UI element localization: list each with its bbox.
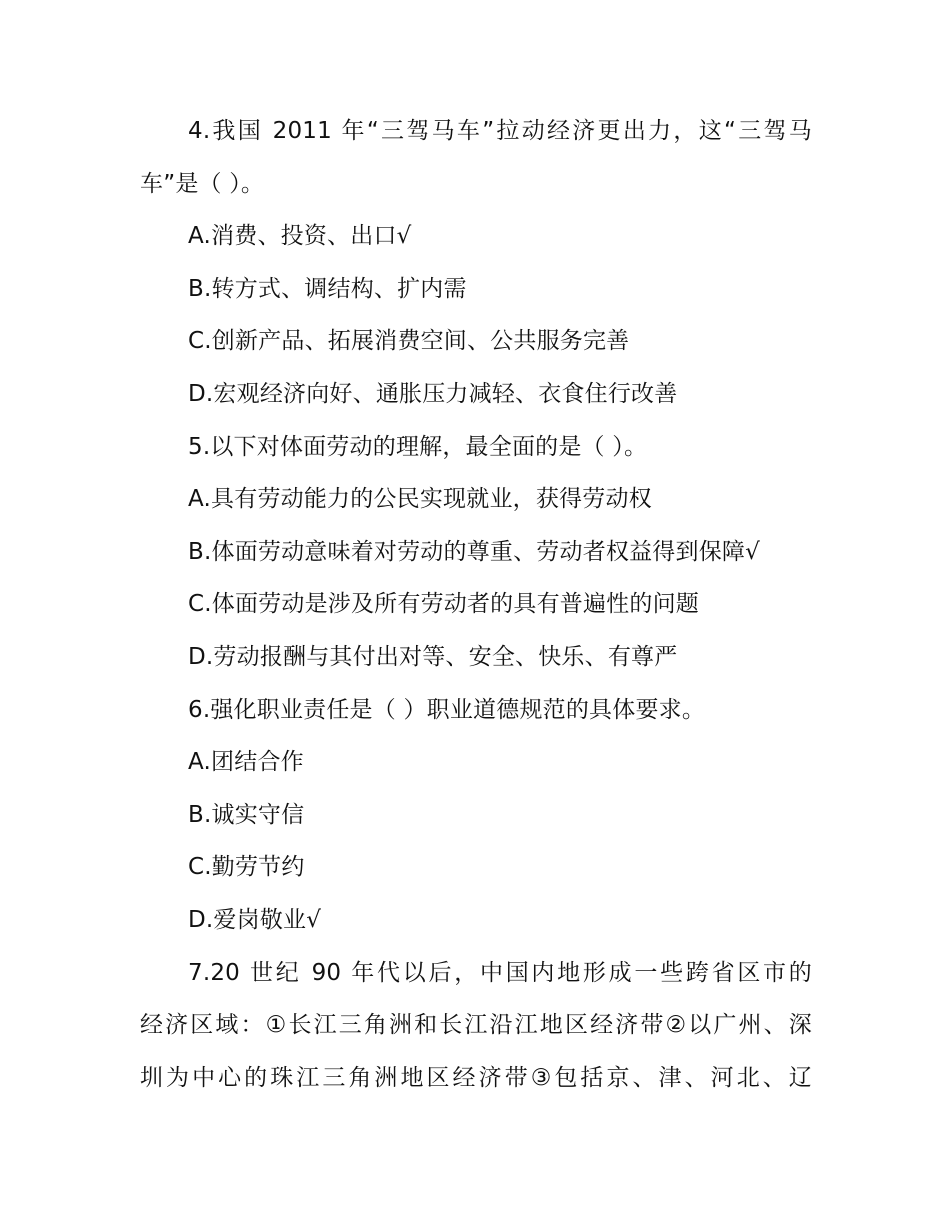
question-7-stem-line-3: 圳为中心的珠江三角洲地区经济带③包括京、津、河北、辽 — [140, 1064, 812, 1091]
question-6-option-c: C.勤劳节约 — [188, 854, 305, 881]
question-6-option-d: D.爱岗敬业√ — [188, 906, 322, 933]
question-4-option-b: B.转方式、调结构、扩内需 — [188, 275, 467, 302]
question-4-stem-line-1: 4.我国 2011 年“三驾马车”拉动经济更出力，这“三驾马 — [188, 118, 812, 144]
question-6-option-a: A.团结合作 — [188, 749, 304, 776]
question-4-stem-line-2: 车”是（ ）。 — [140, 170, 265, 197]
question-5-option-d: D.劳动报酬与其付出对等、安全、快乐、有尊严 — [188, 643, 678, 670]
document-body — [140, 118, 812, 1117]
question-4-option-a: A.消费、投资、出口√ — [188, 223, 412, 250]
question-7-stem-line-2: 经济区域：①长江三角洲和长江沿江地区经济带②以广州、深 — [140, 1012, 812, 1039]
question-7-stem-line-1: 7.20 世纪 90 年代以后，中国内地形成一些跨省区市的 — [188, 959, 812, 986]
question-5-option-b: B.体面劳动意味着对劳动的尊重、劳动者权益得到保障√ — [188, 538, 760, 565]
question-5-option-a: A.具有劳动能力的公民实现就业，获得劳动权 — [188, 486, 652, 513]
question-4-option-d: D.宏观经济向好、通胀压力减轻、衣食住行改善 — [188, 380, 678, 407]
question-5-stem: 5.以下对体面劳动的理解，最全面的是（ ）。 — [188, 433, 648, 460]
question-6-stem: 6.强化职业责任是（ ）职业道德规范的具体要求。 — [188, 696, 706, 723]
question-4-option-c: C.创新产品、拓展消费空间、公共服务完善 — [188, 328, 630, 355]
question-6-option-b: B.诚实守信 — [188, 801, 305, 828]
question-5-option-c: C.体面劳动是涉及所有劳动者的具有普遍性的问题 — [188, 591, 699, 618]
